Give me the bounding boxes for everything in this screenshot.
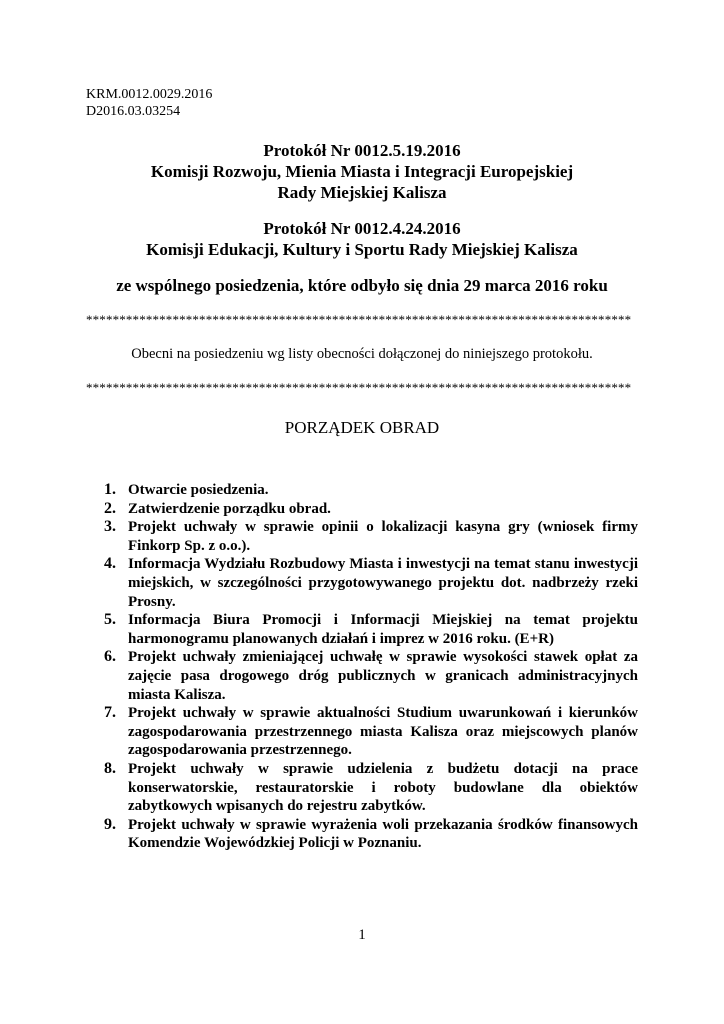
page-number: 1	[358, 927, 366, 943]
agenda-item-text: Projekt uchwały w sprawie aktualności Studium uwarunkowań i kierunków zagospodarowania przestrzennego miasta Kalisza oraz miejscowych planów zagospodarowania przestrzennego.	[128, 705, 638, 759]
agenda-item	[104, 648, 638, 704]
protocol-number-2: Protokół Nr 0012.4.24.2016	[263, 219, 461, 238]
protocol-number-1: Protokół Nr 0012.5.19.2016	[263, 141, 461, 160]
agenda-item-number: 9.	[104, 815, 116, 833]
agenda-item-number: 4.	[104, 555, 116, 573]
committee-name-1: Komisji Rozwoju, Mienia Miasta i Integracji Europejskiej	[150, 162, 574, 181]
committee-name-2: Komisji Edukacji, Kultury i Sportu Rady Miejskiej Kalisza	[146, 240, 578, 259]
agenda-item	[104, 555, 638, 611]
agenda-heading: PORZĄDEK OBRAD	[284, 418, 440, 437]
agenda-item-number: 2.	[104, 499, 116, 517]
agenda-item	[104, 816, 638, 853]
agenda-item	[104, 760, 638, 816]
document-number: D2016.03.03254	[86, 104, 181, 119]
agenda-item	[104, 500, 638, 519]
agenda-item-text: Informacja Wydziału Rozbudowy Miasta i inwestycji na temat stanu inwestycji miejskich, w szczególności przygotowywanego projektu dot. nadbrzeży rzeki Prosny.	[128, 556, 638, 610]
agenda-item	[104, 704, 638, 760]
agenda-item-text: Informacja Biura Promocji i Informacji Miejskiej na temat projektu harmonogramu planowanych działań i imprez w 2016 roku. (E+R)	[128, 612, 638, 647]
attendance-note: Obecni na posiedzeniu wg listy obecności dołączonej do niniejszego protokołu.	[131, 346, 593, 362]
protocol-title-2	[0, 218, 724, 260]
agenda-item-number: 3.	[104, 518, 116, 536]
agenda-list	[104, 481, 638, 853]
protocol-title-1	[0, 140, 724, 203]
agenda-item-text: Projekt uchwały w sprawie wyrażenia woli przekazania środków finansowych Komendzie Wojewódzkiej Policji w Poznaniu.	[128, 816, 638, 852]
separator-line: **********************************************************************************	[86, 380, 632, 395]
agenda-item	[104, 481, 638, 500]
reference-number: KRM.0012.0029.2016	[86, 87, 213, 102]
agenda-item-text: Zatwierdzenie porządku obrad.	[128, 500, 331, 517]
agenda-item	[104, 611, 638, 648]
document-references	[86, 86, 212, 120]
agenda-item-text: Otwarcie posiedzenia.	[128, 482, 269, 498]
agenda-item	[104, 518, 638, 555]
separator-line: **********************************************************************************	[86, 312, 632, 327]
agenda-item-text: Projekt uchwały w sprawie udzielenia z budżetu dotacji na prace konserwatorskie, restauratorskie i roboty budowlane dla obiektów zabytkowych wpisanych do rejestru zabytków.	[128, 760, 638, 815]
agenda-item-text: Projekt uchwały zmieniającej uchwałę w sprawie wysokości stawek opłat za zajęcie pasa drogowego dróg publicznych w granicach administracyjnych miasta Kalisza.	[128, 649, 638, 703]
council-name: Rady Miejskiej Kalisza	[277, 183, 447, 202]
agenda-item-text: Projekt uchwały w sprawie opinii o lokalizacji kasyna gry (wniosek firmy Finkorp Sp. z o.o.).	[128, 519, 638, 554]
agenda-item-number: 5.	[104, 611, 116, 629]
session-date: ze wspólnego posiedzenia, które odbyło się dnia 29 marca 2016 roku	[116, 276, 608, 295]
agenda-item-number: 1.	[104, 481, 116, 498]
agenda-item-number: 8.	[104, 759, 116, 777]
agenda-item-number: 6.	[104, 648, 116, 666]
agenda-item-number: 7.	[104, 704, 116, 722]
